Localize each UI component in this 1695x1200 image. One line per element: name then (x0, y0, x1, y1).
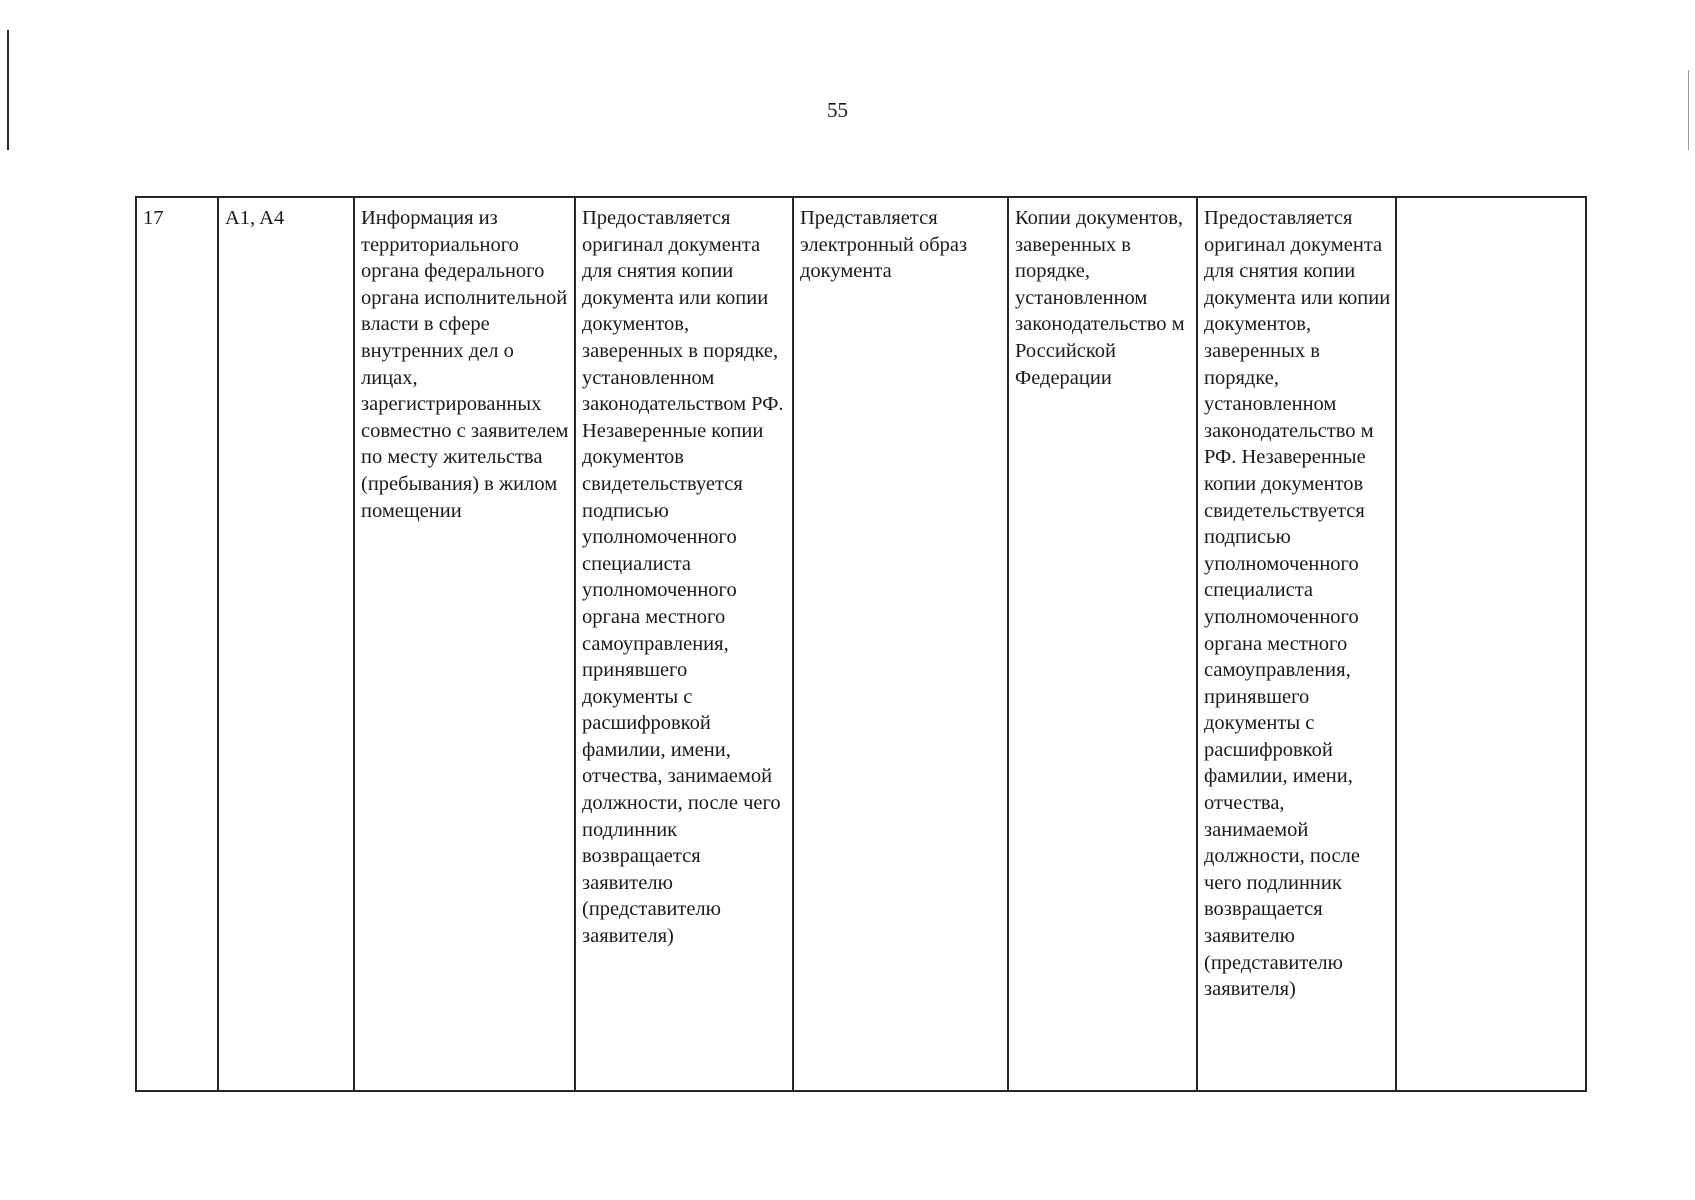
document-table (135, 196, 1587, 1092)
cell-original-submission: Предоставляется оригинал документа для снятия копии документа или копии документов, заверенных в порядке, установленном законодательство м РФ. Незаверенные копии документов свидетельствуется подписью уполномоченного специалиста уполномоченного органа местного самоуправления, принявшего документы с расшифровкой фамилии, имени, отчества, занимаемой должности, после чего подлинник возвращается заявителю (представителю заявителя) (1197, 197, 1396, 1091)
cell-paper-submission: Предоставляется оригинал документа для снятия копии документа или копии документов, заверенных в порядке, установленном законодательством РФ. Незаверенные копии документов свидетельствуется подписью уполномоченного специалиста уполномоченного органа местного самоуправления, принявшего документы с расшифровкой фамилии, имени, отчества, занимаемой должности, после чего подлинник возвращается заявителю (представителю заявителя) (575, 197, 793, 1091)
cell-document-codes: A1, A4 (218, 197, 354, 1091)
cell-document-name: Информация из территориального органа федерального органа исполнительной власти в сфере внутренних дел о лицах, зарегистрированных совместно с заявителем по месту жительства (пребывания) в жилом помещении (354, 197, 575, 1091)
scan-edge-mark (7, 30, 9, 150)
page-number: 55 (827, 98, 848, 122)
table-row (136, 197, 1586, 1091)
cell-certified-copies: Копии документов, заверенных в порядке, установленном законодательство м Российской Федерации (1008, 197, 1197, 1091)
cell-row-number: 17 (136, 197, 218, 1091)
cell-electronic-submission: Представляется электронный образ документа (793, 197, 1008, 1091)
cell-empty (1396, 197, 1586, 1091)
scan-edge-mark-right (1688, 70, 1689, 150)
